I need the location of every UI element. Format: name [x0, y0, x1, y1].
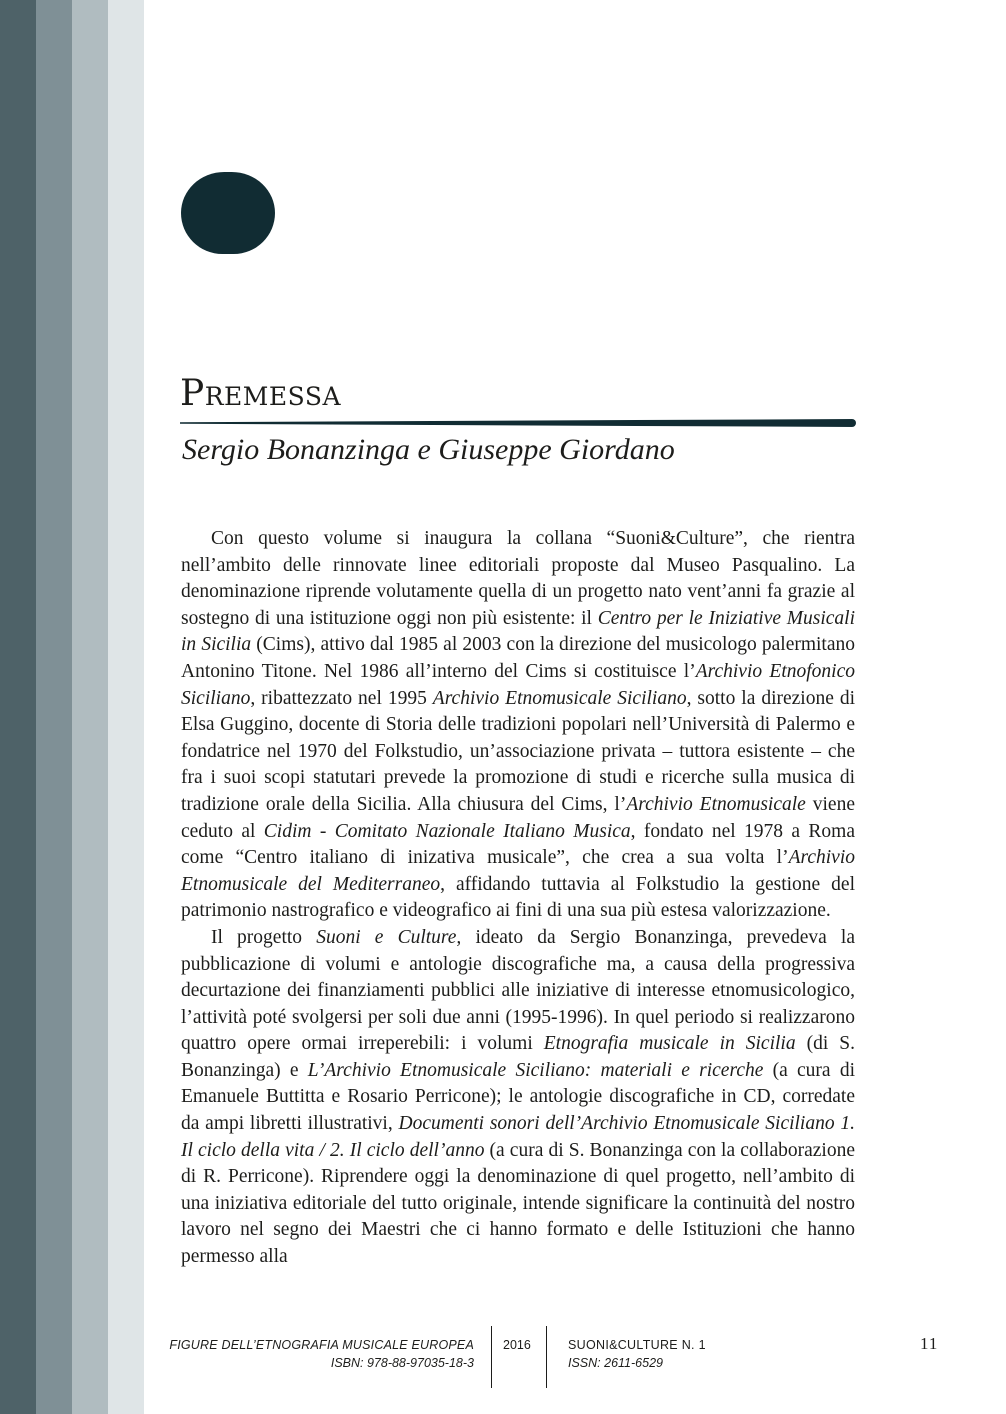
side-stripe-medium: [36, 0, 72, 1414]
footer-series-title: FIGURE DELL’ETNOGRAFIA MUSICALE EUROPEA: [169, 1338, 474, 1352]
paragraph-1: [181, 526, 855, 925]
footer-series-block: [169, 1336, 474, 1372]
body-text: [181, 526, 855, 1271]
italic-title-run: Archivio Etnomusicale Siciliano: [432, 687, 687, 709]
italic-title-run: Centro per le Iniziative Musicali in Sicilia: [181, 607, 855, 656]
italic-title-run: Suoni e Culture,: [316, 926, 462, 948]
chapter-mark-blob: [181, 172, 275, 254]
footer-journal: SUONI&CULTURE N. 1: [568, 1338, 706, 1352]
text-run: Con questo volume si inaugura la collana “Suoni&Culture”, che rientra nell’ambito delle rinnovate linee editoriali proposte dal Museo Pasqualino. La denominazione riprende volutamente quella di un progetto nato vent’anni fa grazie al sostegno di una istituzione oggi non più esistente: il: [181, 528, 855, 629]
title-underline: [180, 419, 856, 427]
side-stripe-light: [72, 0, 108, 1414]
side-stripe-dark: [0, 0, 36, 1414]
italic-title-run: Archivio Etnomusicale del Mediterraneo: [181, 847, 855, 895]
footer-divider-left: [491, 1326, 492, 1388]
text-run: ideato da Sergio Bonanzinga, prevedeva la pubblicazione di volumi e antologie discografiche ma, a causa della progressiva decurtazione dei finanziamenti pubblici alle iniziative di interesse etnomusicologico, l’attività poté svolgersi per soli due anni (1995-1996). In quel periodo si realizzarono quattro opere ormai irreperebili: i volumi: [181, 926, 856, 1055]
italic-title-run: Etnografia musicale in Sicilia: [543, 1033, 796, 1055]
text-run: viene ceduto al: [181, 793, 855, 842]
page-number: 11: [920, 1334, 939, 1353]
text-run: , sotto la direzione di Elsa Guggino, docente di Storia delle tradizioni popolari nell’Università di Palermo e fondatrice nel 1970 del Folkstudio, un’associazione privata – tuttora esistente – che fra i suoi scopi statutari prevede la promozione di studi e ricerche sulla musica di tradizione orale della Sicilia. Alla chiusura del Cims, l’: [181, 687, 855, 815]
footer-journal-block: [568, 1336, 706, 1372]
footer-issn: ISSN: 2611-6529: [568, 1356, 663, 1370]
italic-title-run: L’Archivio Etnomusicale Siciliano: materiali e ricerche: [307, 1059, 764, 1081]
italic-title-run: Archivio Etnofonico Siciliano: [181, 660, 855, 709]
page-footer: [0, 1326, 1006, 1414]
chapter-authors: Sergio Bonanzinga e Giuseppe Giordano: [182, 433, 675, 466]
text-run: (di S. Bonanzinga) e: [181, 1033, 855, 1081]
footer-divider-right: [546, 1326, 547, 1388]
italic-title-run: Cidim - Comitato Nazionale Italiano Musica: [263, 820, 631, 842]
text-run: (Cims), attivo dal 1985 al 2003 con la direzione del musicologo palermitano Antonino Titone. Nel 1986 all’interno del Cims si costituisce l’: [181, 634, 855, 682]
text-run: (a cura di S. Bonanzinga con la collaborazione di R. Perricone). Riprendere oggi la denominazione di quel progetto, nell’ambito di una iniziativa editoriale del tutto originale, intende significare la continuità del nostro lavoro nel segno dei Maestri che ci hanno formato e delle Istituzioni che hanno permesso alla: [181, 1139, 856, 1268]
italic-title-run: Archivio Etnomusicale: [626, 793, 806, 815]
text-run: (a cura di Emanuele Buttitta e Rosario Perricone); le antologie discografiche in CD, corredate da ampi libretti illustrativi,: [181, 1059, 855, 1135]
footer-isbn: ISBN: 978-88-97035-18-3: [330, 1356, 474, 1370]
side-stripe-lightest: [108, 0, 144, 1414]
footer-year: 2016: [503, 1338, 531, 1352]
italic-title-run: Documenti sonori dell’Archivio Etnomusicale Siciliano 1. Il ciclo della vita / 2. Il ciclo dell’anno: [181, 1113, 855, 1161]
chapter-title: Premessa: [180, 373, 342, 414]
paragraph-2: [181, 925, 855, 1271]
text-run: , affidando tuttavia al Folkstudio la gestione del patrimonio nastrografico e videografico ai fini di una sua più estesa valorizzazione.: [181, 873, 855, 922]
text-run: , ribattezzato nel 1995: [250, 687, 433, 709]
text-run: Il progetto: [211, 926, 317, 948]
text-run: , fondato nel 1978 a Roma come “Centro italiano di inizativa musicale”, che crea a sua volta l’: [181, 820, 856, 869]
